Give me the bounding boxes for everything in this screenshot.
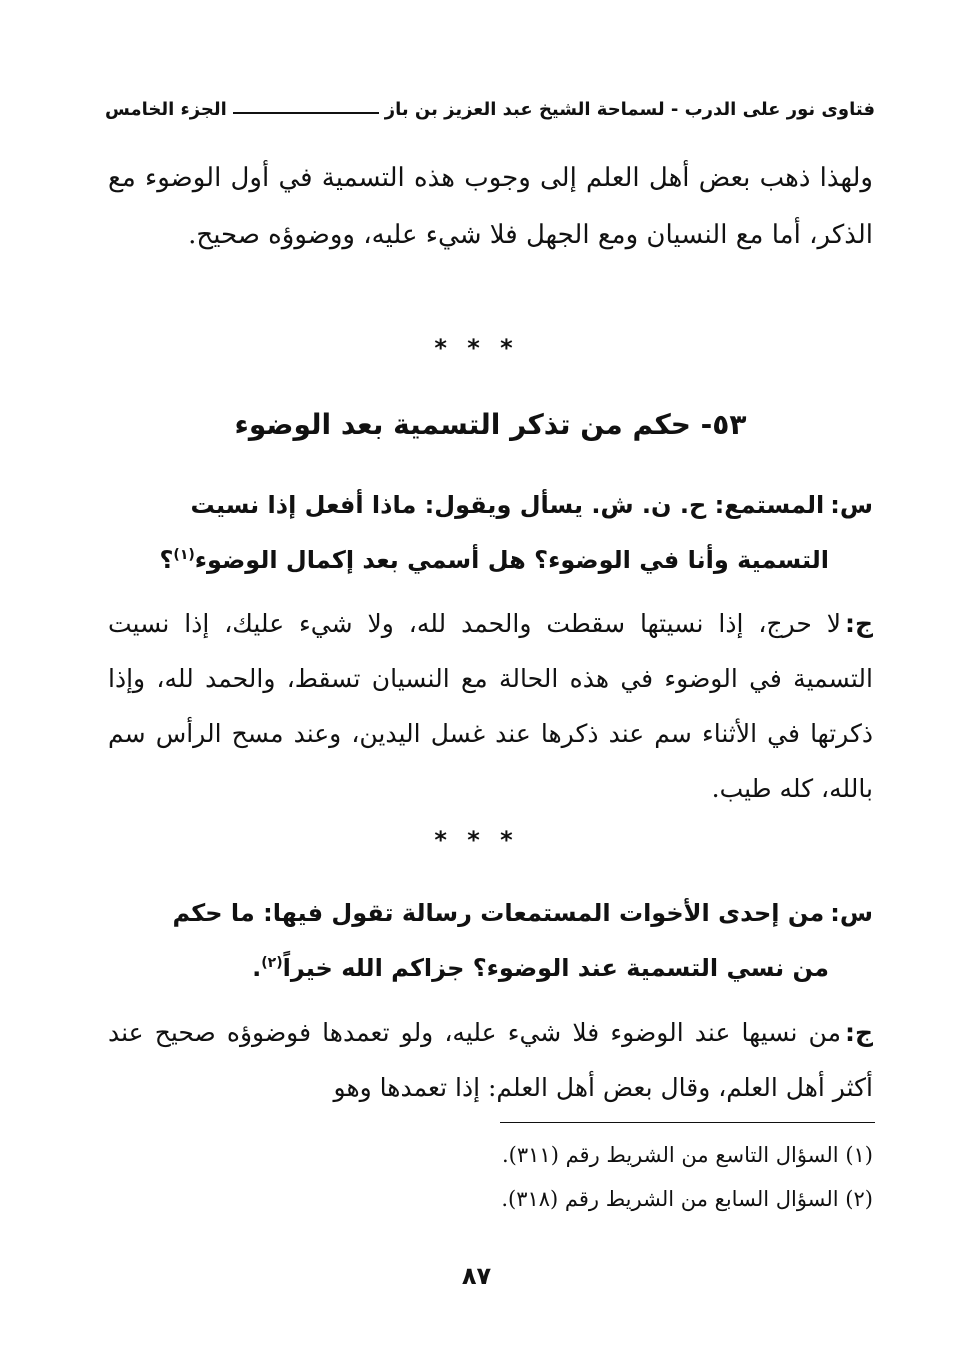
- question-end: ؟: [159, 546, 174, 574]
- answer-text: لا حرج، إذا نسيتها سقطت والحمد لله، ولا شيء عليك، إذا نسيت التسمية في الوضوء في هذه الحالة مع النسيان تسقط، والحمد لله، وإذا ذكرتها في الأثناء سم عند ذكرها عند غسل اليدين، وعند مسح الرأس سم بالله، كله طيب.: [108, 609, 873, 803]
- answer-label: ج:: [844, 609, 873, 638]
- footnote-1: (١) السؤال التاسع من الشريط رقم (٣١١).: [501, 1143, 873, 1167]
- footnote-ref-2: (٢): [261, 955, 283, 971]
- book-title: فتاوى نور على الدرب - لسماحة الشيخ عبد العزيز بن باز: [384, 98, 875, 120]
- separator-1: * * *: [434, 334, 519, 362]
- footnotes: [108, 1133, 873, 1221]
- footnote-rule: [500, 1122, 875, 1123]
- page-number: ٨٧: [461, 1262, 492, 1290]
- question-2: [140, 888, 873, 993]
- footnote-ref-1: (١): [173, 547, 195, 563]
- separator-2: * * *: [434, 826, 519, 854]
- intro-paragraph: ولهذا ذهب بعض أهل العلم إلى وجوب هذه التسمية في أول الوضوء مع الذكر، أما مع النسيان ومع الجهل فلا شيء عليه، ووضوؤه صحيح.: [108, 163, 873, 250]
- question-1: [140, 480, 873, 585]
- question-label: س:: [830, 899, 873, 927]
- header-rule: [233, 112, 379, 114]
- running-header: [105, 92, 875, 126]
- answer-1: [108, 596, 873, 816]
- section-heading: ٥٣- حكم من تذكر التسمية بعد الوضوء: [234, 408, 747, 441]
- footnote-2: (٢) السؤال السابع من الشريط رقم (٣١٨).: [501, 1187, 873, 1211]
- question-text-line-2: التسمية وأنا في الوضوء؟ هل أسمي بعد إكمال الوضوء: [194, 546, 829, 574]
- answer-2: [108, 1005, 873, 1115]
- question-end: .: [252, 954, 262, 982]
- volume-label: الجزء الخامس: [105, 98, 227, 120]
- answer-label: ج:: [844, 1018, 873, 1047]
- question-text-line-1: المستمع: ح. ن. ش. يسأل ويقول: ماذا أفعل إذا نسيت: [190, 491, 825, 519]
- answer-text: من نسيها عند الوضوء فلا شيء عليه، ولو تعمدها فوضوؤه صحيح عند أكثر أهل العلم، وقال بعض أهل العلم: إذا تعمدها وهو: [108, 1018, 873, 1102]
- question-label: س:: [830, 491, 873, 519]
- question-text-line-2: من نسي التسمية عند الوضوء؟ جزاكم الله خيراً: [282, 954, 829, 982]
- question-text-line-1: من إحدى الأخوات المستمعات رسالة تقول فيها: ما حكم: [172, 899, 825, 927]
